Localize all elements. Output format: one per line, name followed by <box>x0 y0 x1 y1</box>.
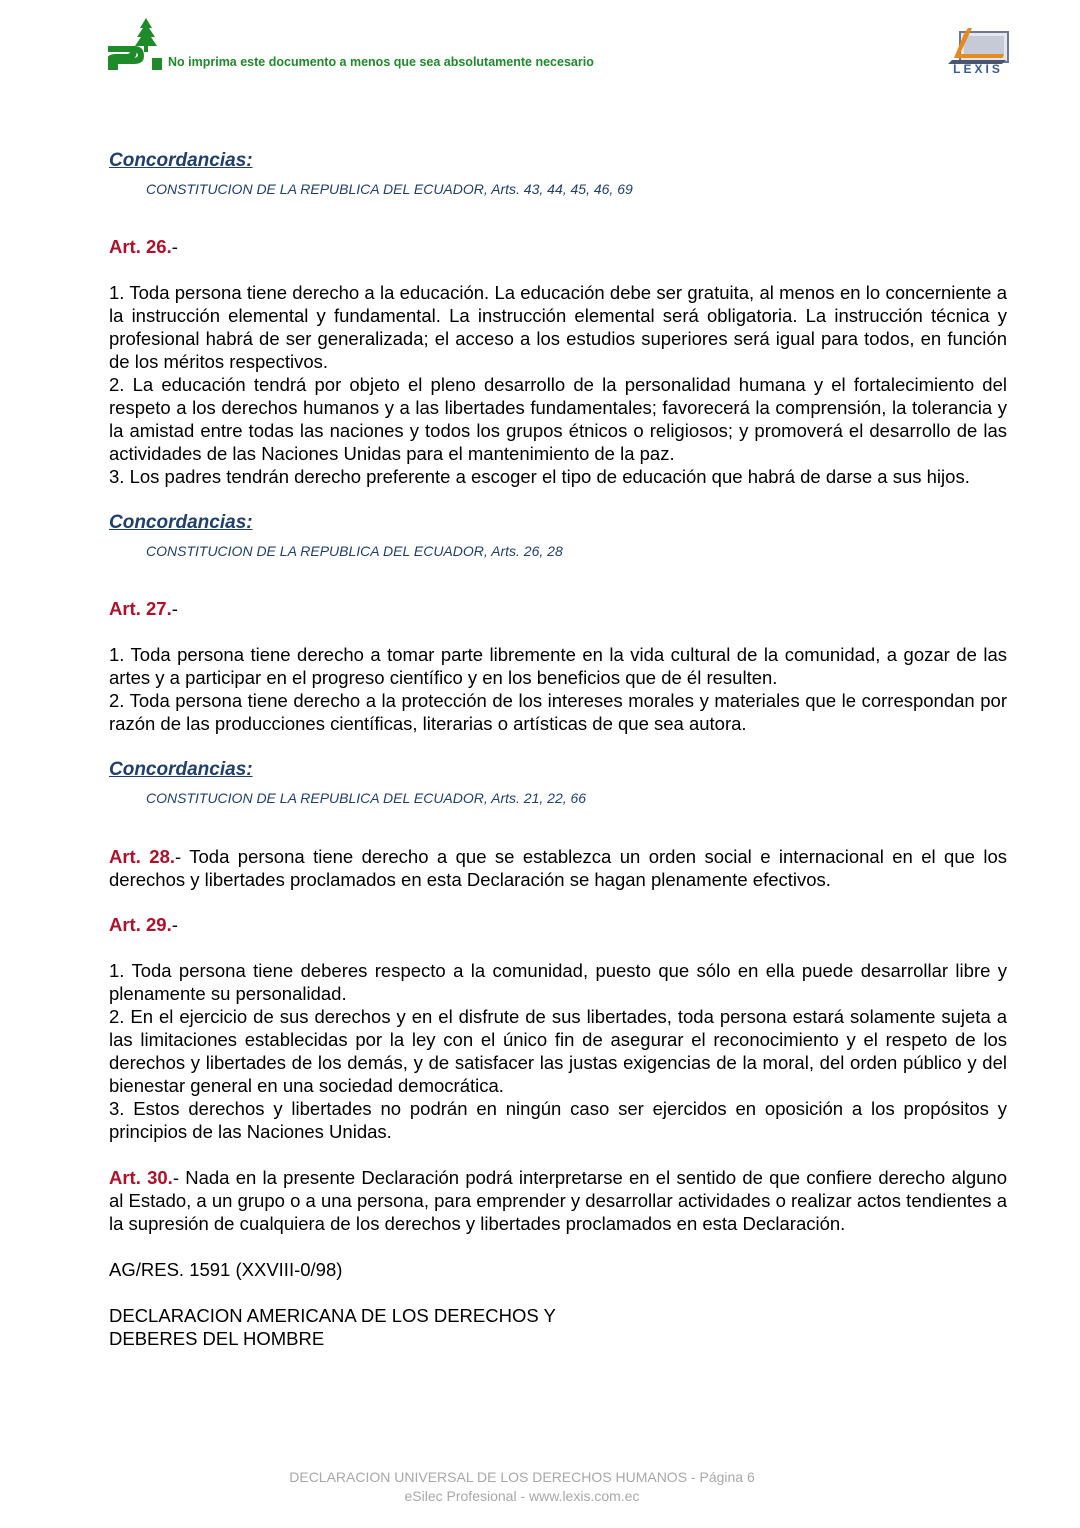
article-suffix: - <box>171 236 178 257</box>
article-number: Art. 27. <box>109 598 172 619</box>
page-footer <box>0 1468 1044 1506</box>
article-29-heading <box>109 913 1007 936</box>
next-document-title-line-2: DEBERES DEL HOMBRE <box>109 1328 325 1349</box>
footer-document-title: DECLARACION UNIVERSAL DE LOS DERECHOS HUMANOS - Página 6 <box>289 1469 755 1485</box>
document-body <box>109 150 1007 1350</box>
article-27-paragraph-2: 2. Toda persona tiene derecho a la protección de los intereses morales y materiales que le correspondan por razón de las producciones científicas, literarias o artísticas de que sea autora. <box>109 690 1007 734</box>
article-30-text: - Nada en la presente Declaración podrá interpretarse en el sentido de que confiere derecho alguno al Estado, a un grupo o a una persona, para emprender y desarrollar actividades o realizar actos tendientes a la supresión de cualquiera de los derechos y libertades proclamados en esta Declaración. <box>109 1167 1007 1234</box>
article-29-paragraph-1: 1. Toda persona tiene deberes respecto a la comunidad, puesto que sólo en ella puede desarrollar libre y plenamente su personalidad. <box>109 960 1007 1004</box>
article-28-text: - Toda persona tiene derecho a que se establezca un orden social e internacional en el que los derechos y libertades proclamados en esta Declaración se hagan plenamente efectivos. <box>109 846 1008 890</box>
article-29-paragraph-2: 2. En el ejercicio de sus derechos y en el disfrute de sus libertades, toda persona estará solamente sujeta a las limitaciones establecidas por la ley con el único fin de asegurar el reconocimiento y el respeto de los derechos y libertades de los demás, y de satisfacer las justas exigencias de la moral, del orden público y del bienestar general en una sociedad democrática. <box>109 1006 1007 1096</box>
page-header <box>0 0 1080 90</box>
article-26-paragraph-1: 1. Toda persona tiene derecho a la educación. La educación debe ser gratuita, al menos en lo concerniente a la instrucción elemental y fundamental. La instrucción elemental será obligatoria. La instrucción técnica y profesional habrá de ser generalizada; el acceso a los estudios superiores será igual para todos, en función de los méritos respectivos. <box>109 282 1007 372</box>
article-suffix: - <box>171 914 178 935</box>
article-number: Art. 26. <box>109 236 172 257</box>
concordancias-heading[interactable]: Concordancias: <box>109 512 253 533</box>
article-number: Art. 28. <box>109 846 176 867</box>
lexis-logo-text: LEXIS <box>953 62 1003 76</box>
article-suffix: - <box>171 598 178 619</box>
footer-website[interactable]: eSilec Profesional - www.lexis.com.ec <box>404 1488 640 1504</box>
concordancia-reference[interactable]: CONSTITUCION DE LA REPUBLICA DEL ECUADOR, Arts. 43, 44, 45, 46, 69 <box>146 181 633 197</box>
article-28 <box>109 845 1007 891</box>
concordancia-reference[interactable]: CONSTITUCION DE LA REPUBLICA DEL ECUADOR, Arts. 26, 28 <box>146 543 563 559</box>
article-27-heading <box>109 597 1007 620</box>
article-29-paragraph-3: 3. Estos derechos y libertades no podrán en ningún caso ser ejercidos en oposición a los propósitos y principios de las Naciones Unidas. <box>109 1098 1007 1142</box>
resolution-reference: AG/RES. 1591 (XXVIII-0/98) <box>109 1259 343 1280</box>
concordancias-heading[interactable]: Concordancias: <box>109 759 253 780</box>
concordancias-heading[interactable]: Concordancias: <box>109 150 253 171</box>
article-number: Art. 29. <box>109 914 172 935</box>
article-30 <box>109 1166 1007 1235</box>
article-number: Art. 30. <box>109 1167 173 1188</box>
article-27-paragraph-1: 1. Toda persona tiene derecho a tomar parte libremente en la vida cultural de la comunidad, a gozar de las artes y a participar en el progreso científico y en los beneficios que de él resulten. <box>109 644 1007 688</box>
article-26-paragraph-2: 2. La educación tendrá por objeto el pleno desarrollo de la personalidad humana y el fortalecimiento del respeto a los derechos humanos y a las libertades fundamentales; favorecerá la comprensión, la tolerancia y la amistad entre todas las naciones y todos los grupos étnicos o religiosos; y promoverá el desarrollo de las actividades de las Naciones Unidas para el mantenimiento de la paz. <box>109 374 1007 464</box>
article-26-paragraph-3: 3. Los padres tendrán derecho preferente a escoger el tipo de educación que habrá de darse a sus hijos. <box>109 466 970 487</box>
tree-road-logo-icon <box>108 16 164 70</box>
print-notice: No imprima este documento a menos que sea absolutamente necesario <box>168 55 594 69</box>
article-26-heading <box>109 235 1007 258</box>
next-document-title-line-1: DECLARACION AMERICANA DE LOS DERECHOS Y <box>109 1305 556 1326</box>
concordancia-reference[interactable]: CONSTITUCION DE LA REPUBLICA DEL ECUADOR, Arts. 21, 22, 66 <box>146 790 587 806</box>
